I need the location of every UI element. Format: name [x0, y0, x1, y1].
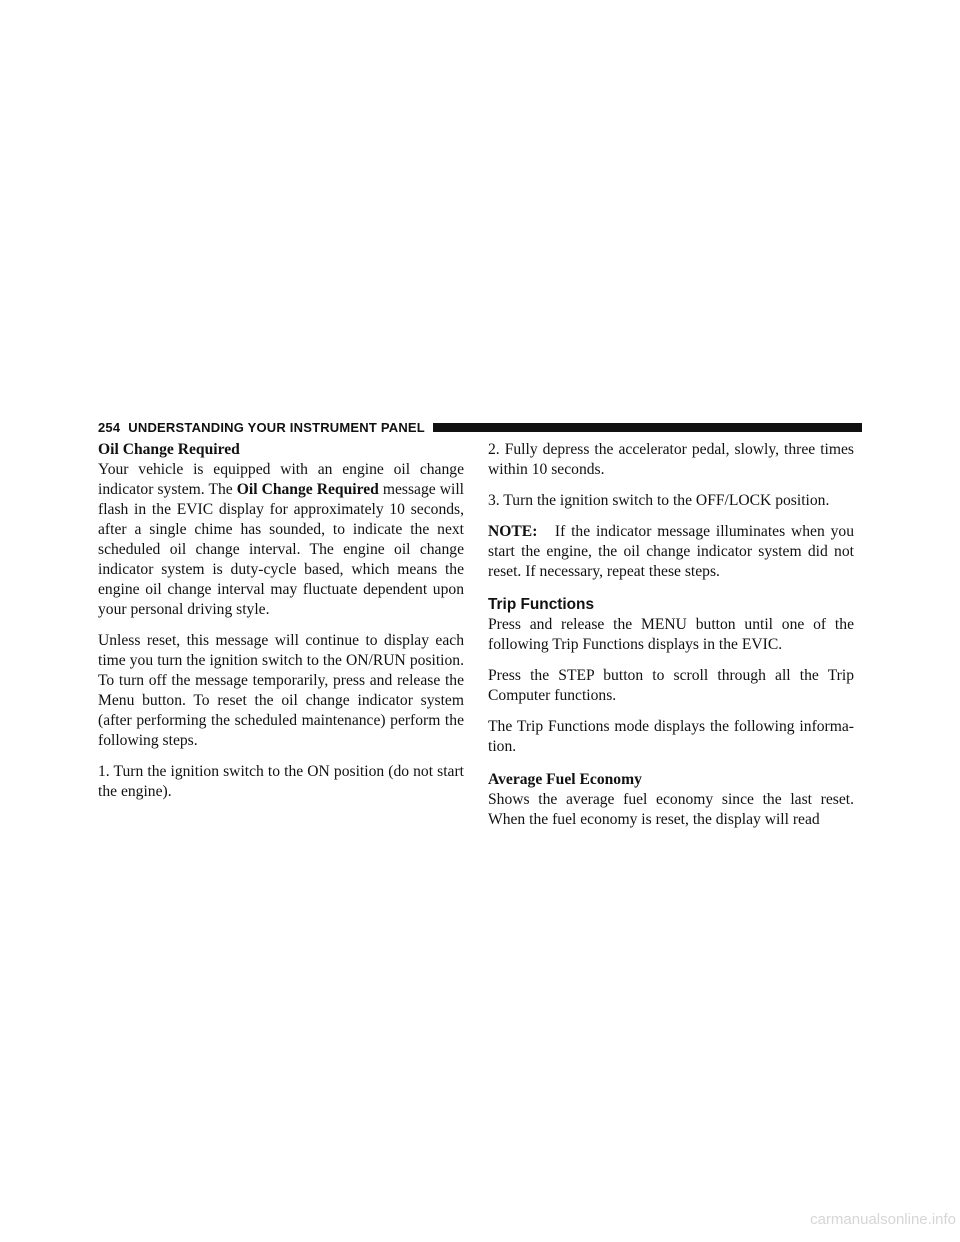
average-fuel-economy-heading: Average Fuel Economy: [488, 771, 642, 788]
section-title: UNDERSTANDING YOUR INSTRUMENT PANEL: [128, 419, 425, 435]
page-header: [98, 418, 862, 436]
watermark: carmanualsonline.info: [810, 1211, 956, 1228]
left-column: [98, 440, 464, 802]
step-2: 2. Fully depress the accelerator pedal, slowly, three times within 10 seconds.: [488, 441, 854, 478]
oil-change-paragraph: [98, 460, 464, 620]
right-column: [488, 440, 854, 830]
note-label: NOTE:: [488, 523, 538, 540]
header-rule: [433, 423, 862, 432]
page-number: 254: [98, 419, 121, 435]
oil-change-text-a: Your vehicle is equipped with an engine oil change indicator system. The: [98, 461, 464, 498]
average-fuel-economy-paragraph: Shows the average fuel economy since the last reset. When the fuel economy is reset, the display will read: [488, 791, 854, 828]
reset-paragraph: Unless reset, this message will continue to display each time you turn the ignition switch to the ON/RUN position. To turn off the message temporarily, press and release the Menu button. To reset the oil change indicator system (after performing the scheduled maintenance) perform the following steps.: [98, 632, 464, 749]
step-1: 1. Turn the ignition switch to the ON position (do not start the engine).: [98, 763, 464, 800]
trip-step-paragraph: Press the STEP button to scroll through all the Trip Computer functions.: [488, 667, 854, 704]
note-paragraph: [488, 522, 854, 582]
oil-change-text-b: message will flash in the EVIC display for approximately 10 seconds, after a single chime has sounded, to indicate the next scheduled oil change interval. The engine oil change indicator system is duty-cycle based, which means the engine oil change interval may fluctuate dependent upon your personal driving style.: [98, 481, 464, 618]
oil-change-heading: Oil Change Required: [98, 441, 240, 458]
oil-change-message-name: Oil Change Required: [236, 481, 379, 498]
trip-functions-heading: Trip Functions: [488, 596, 595, 613]
note-text: If the indicator message illuminates when you start the engine, the oil change indicator system did not reset. If necessary, repeat these steps.: [488, 523, 854, 580]
trip-mode-paragraph: The Trip Functions mode displays the following informa-tion.: [488, 718, 854, 755]
trip-menu-paragraph: Press and release the MENU button until one of the following Trip Functions displays in the EVIC.: [488, 616, 854, 653]
step-3: 3. Turn the ignition switch to the OFF/LOCK position.: [488, 492, 830, 509]
